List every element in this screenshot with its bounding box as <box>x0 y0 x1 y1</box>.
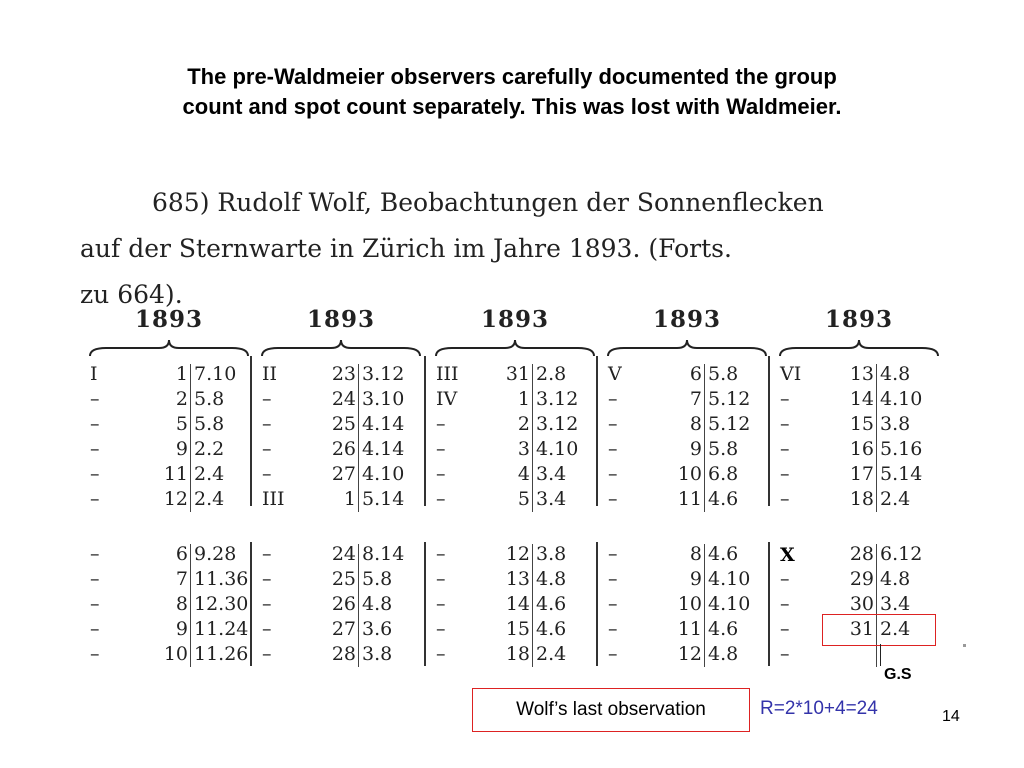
day-cell: 18 <box>849 488 874 510</box>
table-row <box>86 592 252 617</box>
month-cell: – <box>262 643 272 665</box>
value-cell: 3.12 <box>536 388 579 410</box>
value-cell: 5.14 <box>880 463 923 485</box>
value-cell: 3.4 <box>536 488 567 510</box>
value-cell: 4.14 <box>362 413 405 435</box>
day-cell: 28 <box>331 643 356 665</box>
day-cell: 2 <box>517 413 530 435</box>
scanned-caption <box>80 180 950 318</box>
column-separator <box>768 542 770 666</box>
table-row <box>432 487 598 512</box>
column-divider <box>358 364 359 512</box>
value-cell: 4.10 <box>708 593 751 615</box>
value-cell: 2.2 <box>194 438 225 460</box>
value-cell: 4.6 <box>536 618 567 640</box>
month-cell: – <box>262 438 272 460</box>
table-row <box>604 592 770 617</box>
value-cell: 3.4 <box>536 463 567 485</box>
day-cell: 1 <box>175 363 188 385</box>
month-cell: – <box>436 593 446 615</box>
column-divider <box>704 544 705 667</box>
day-cell: 18 <box>505 643 530 665</box>
x-mark: X <box>780 544 795 566</box>
day-cell: 1 <box>517 388 530 410</box>
value-cell: 2.4 <box>536 643 567 665</box>
table-row <box>258 437 424 462</box>
table-row <box>432 362 598 387</box>
value-cell: 6.12 <box>880 543 923 565</box>
day-cell: 9 <box>175 438 188 460</box>
table-row <box>604 412 770 437</box>
brace-icon <box>604 336 770 360</box>
month-cell: – <box>262 568 272 590</box>
month-cell: – <box>608 413 618 435</box>
month-cell: – <box>780 568 790 590</box>
page-number: 14 <box>942 708 960 725</box>
value-cell: 3.12 <box>362 363 405 385</box>
day-cell: 30 <box>849 593 874 615</box>
column-divider <box>876 544 877 667</box>
table-row <box>432 592 598 617</box>
table-row <box>432 437 598 462</box>
table-row <box>258 412 424 437</box>
brace-icon <box>432 336 598 360</box>
day-cell: 6 <box>175 543 188 565</box>
day-cell: 27 <box>331 618 356 640</box>
brace-icon <box>86 336 252 360</box>
month-cell: – <box>90 438 100 460</box>
value-cell: 4.10 <box>880 388 923 410</box>
month-cell: – <box>90 413 100 435</box>
table-row <box>432 617 598 642</box>
table-row <box>258 617 424 642</box>
day-cell: 16 <box>849 438 874 460</box>
month-cell: – <box>608 593 618 615</box>
day-cell: 7 <box>689 388 702 410</box>
table-row <box>432 387 598 412</box>
table-row <box>604 487 770 512</box>
column-year: 1893 <box>652 306 721 333</box>
day-cell: 2 <box>175 388 188 410</box>
table-row <box>258 567 424 592</box>
day-cell: 11 <box>677 488 702 510</box>
value-cell: 5.14 <box>362 488 405 510</box>
month-cell: – <box>90 643 100 665</box>
value-cell: 3.8 <box>362 643 393 665</box>
value-cell: 5.16 <box>880 438 923 460</box>
value-cell: 4.6 <box>708 543 739 565</box>
table-row <box>604 462 770 487</box>
day-cell: 25 <box>331 413 356 435</box>
table-row <box>604 387 770 412</box>
value-cell: 4.8 <box>708 643 739 665</box>
column-divider <box>358 544 359 667</box>
value-cell: 3.12 <box>536 413 579 435</box>
month-cell: – <box>436 438 446 460</box>
day-cell: 10 <box>677 593 702 615</box>
value-cell: 4.6 <box>536 593 567 615</box>
month-cell: – <box>608 463 618 485</box>
column-divider <box>704 364 705 512</box>
value-cell: 2.4 <box>880 488 911 510</box>
month-cell: VI <box>780 363 802 385</box>
table-row <box>776 567 942 592</box>
column-separator <box>424 542 426 666</box>
gs-pointer-line <box>880 644 881 666</box>
value-cell: 4.10 <box>708 568 751 590</box>
day-cell: 13 <box>849 363 874 385</box>
table-row <box>432 542 598 567</box>
value-cell: 6.8 <box>708 463 739 485</box>
stray-dot <box>963 644 966 647</box>
day-cell: 12 <box>163 488 188 510</box>
month-cell: – <box>90 593 100 615</box>
table-row <box>258 387 424 412</box>
value-cell: 5.12 <box>708 413 751 435</box>
brace-icon <box>258 336 424 360</box>
table-row <box>604 362 770 387</box>
month-cell: – <box>436 643 446 665</box>
title-line-2: count and spot count separately. This was lost with Waldmeier. <box>182 94 842 119</box>
column-year: 1893 <box>824 306 893 333</box>
day-cell: 9 <box>175 618 188 640</box>
value-cell: 7.10 <box>194 363 237 385</box>
month-cell: – <box>780 593 790 615</box>
table-row <box>432 567 598 592</box>
table-row <box>258 542 424 567</box>
table-row <box>776 462 942 487</box>
day-cell: 14 <box>849 388 874 410</box>
day-cell: 8 <box>689 543 702 565</box>
value-cell: 4.10 <box>536 438 579 460</box>
column-separator <box>596 356 598 506</box>
table-row <box>604 567 770 592</box>
value-cell: 11.26 <box>194 643 249 665</box>
table-row <box>86 567 252 592</box>
table-row <box>604 642 770 667</box>
column-divider <box>190 544 191 667</box>
day-cell: 17 <box>849 463 874 485</box>
value-cell: 8.14 <box>362 543 405 565</box>
month-cell: – <box>608 388 618 410</box>
table-row <box>258 462 424 487</box>
month-cell: – <box>436 568 446 590</box>
value-cell: 2.4 <box>880 618 911 640</box>
month-cell: – <box>90 388 100 410</box>
column-separator <box>250 356 252 506</box>
day-cell: 31 <box>849 618 874 640</box>
table-row <box>258 362 424 387</box>
column-separator <box>596 542 598 666</box>
brace-icon <box>776 336 942 360</box>
gs-label: G.S <box>884 666 912 683</box>
month-cell: – <box>262 593 272 615</box>
month-cell: – <box>436 413 446 435</box>
day-cell: 26 <box>331 438 356 460</box>
value-cell: 4.6 <box>708 488 739 510</box>
column-separator <box>250 542 252 666</box>
column-divider <box>532 544 533 667</box>
month-cell: – <box>90 463 100 485</box>
value-cell: 12.30 <box>194 593 249 615</box>
column-divider <box>876 364 877 512</box>
month-cell: – <box>780 438 790 460</box>
slide-title <box>40 62 984 122</box>
table-column-2 <box>258 306 424 666</box>
value-cell: 3.8 <box>880 413 911 435</box>
table-row <box>258 642 424 667</box>
value-cell: 5.8 <box>194 413 225 435</box>
table-row <box>258 592 424 617</box>
column-divider <box>532 364 533 512</box>
value-cell: 5.8 <box>708 363 739 385</box>
table-row <box>776 487 942 512</box>
day-cell: 15 <box>849 413 874 435</box>
month-cell: – <box>436 463 446 485</box>
value-cell: 5.12 <box>708 388 751 410</box>
day-cell: 31 <box>505 363 530 385</box>
table-row <box>86 642 252 667</box>
day-cell: 9 <box>689 568 702 590</box>
value-cell: 4.14 <box>362 438 405 460</box>
month-cell: – <box>780 618 790 640</box>
day-cell: 1 <box>343 488 356 510</box>
table-row <box>604 617 770 642</box>
value-cell: 2.8 <box>536 363 567 385</box>
column-year: 1893 <box>306 306 375 333</box>
value-cell: 4.10 <box>362 463 405 485</box>
day-cell: 11 <box>677 618 702 640</box>
value-cell: 4.8 <box>362 593 393 615</box>
table-row <box>604 437 770 462</box>
month-cell: I <box>90 363 98 385</box>
month-cell: III <box>262 488 285 510</box>
table-row <box>86 362 252 387</box>
value-cell: 4.8 <box>880 363 911 385</box>
table-row <box>86 617 252 642</box>
table-row <box>776 362 942 387</box>
month-cell: – <box>608 488 618 510</box>
month-cell: – <box>608 568 618 590</box>
day-cell: 15 <box>505 618 530 640</box>
caption-line-1: 685) Rudolf Wolf, Beobachtungen der Sonnenflecken <box>152 188 824 217</box>
day-cell: 23 <box>331 363 356 385</box>
value-cell: 4.8 <box>880 568 911 590</box>
day-cell: 13 <box>505 568 530 590</box>
month-cell: – <box>608 643 618 665</box>
table-column-4 <box>604 306 770 666</box>
month-cell: II <box>262 363 278 385</box>
value-cell: 2.4 <box>194 488 225 510</box>
day-cell: 25 <box>331 568 356 590</box>
value-cell: 5.8 <box>362 568 393 590</box>
day-cell: 3 <box>517 438 530 460</box>
table-row <box>86 542 252 567</box>
month-cell: – <box>436 618 446 640</box>
value-cell: 3.8 <box>536 543 567 565</box>
value-cell: 3.10 <box>362 388 405 410</box>
value-cell: 3.6 <box>362 618 393 640</box>
table-row <box>776 542 942 567</box>
month-cell: – <box>780 488 790 510</box>
day-cell: 10 <box>677 463 702 485</box>
column-year: 1893 <box>134 306 203 333</box>
day-cell: 12 <box>505 543 530 565</box>
column-year: 1893 <box>480 306 549 333</box>
month-cell: – <box>780 413 790 435</box>
day-cell: 14 <box>505 593 530 615</box>
day-cell: 24 <box>331 543 356 565</box>
table-row <box>776 412 942 437</box>
month-cell: – <box>262 543 272 565</box>
table-row <box>86 387 252 412</box>
day-cell: 10 <box>163 643 188 665</box>
wolf-last-observation-label: Wolf’s last observation <box>472 688 750 732</box>
month-cell: – <box>780 463 790 485</box>
month-cell: – <box>262 618 272 640</box>
value-cell: 11.24 <box>194 618 249 640</box>
value-cell: 5.8 <box>194 388 225 410</box>
title-line-1: The pre-Waldmeier observers carefully documented the group <box>187 64 837 89</box>
day-cell: 5 <box>517 488 530 510</box>
table-row <box>604 542 770 567</box>
day-cell: 9 <box>689 438 702 460</box>
table-column-3 <box>432 306 598 666</box>
day-cell: 26 <box>331 593 356 615</box>
day-cell: 6 <box>689 363 702 385</box>
month-cell: – <box>608 618 618 640</box>
table-row <box>432 412 598 437</box>
value-cell: 5.8 <box>708 438 739 460</box>
month-cell: – <box>90 543 100 565</box>
month-cell: III <box>436 363 459 385</box>
table-column-1 <box>86 306 252 666</box>
table-row <box>86 462 252 487</box>
observation-table <box>86 306 946 666</box>
month-cell: – <box>262 388 272 410</box>
table-column-5 <box>776 306 942 666</box>
table-row <box>432 462 598 487</box>
day-cell: 7 <box>175 568 188 590</box>
last-observation-highlight <box>822 614 936 646</box>
value-cell: 4.6 <box>708 618 739 640</box>
caption-line-2: auf der Sternwarte in Zürich im Jahre 1893. (Forts. <box>80 234 732 263</box>
month-cell: – <box>90 488 100 510</box>
day-cell: 29 <box>849 568 874 590</box>
month-cell: – <box>608 543 618 565</box>
month-cell: V <box>608 363 622 385</box>
value-cell: 4.8 <box>536 568 567 590</box>
month-cell: – <box>90 618 100 640</box>
day-cell: 8 <box>175 593 188 615</box>
table-row <box>776 387 942 412</box>
column-divider <box>190 364 191 512</box>
month-cell: – <box>780 388 790 410</box>
table-row <box>776 437 942 462</box>
month-cell: – <box>780 643 790 665</box>
day-cell: 8 <box>689 413 702 435</box>
day-cell: 24 <box>331 388 356 410</box>
day-cell: 11 <box>163 463 188 485</box>
value-cell: 2.4 <box>194 463 225 485</box>
day-cell: 12 <box>677 643 702 665</box>
table-row <box>86 412 252 437</box>
value-cell: 11.36 <box>194 568 249 590</box>
month-cell: – <box>90 568 100 590</box>
day-cell: 27 <box>331 463 356 485</box>
value-cell: 3.4 <box>880 593 911 615</box>
formula: R=2*10+4=24 <box>760 698 878 719</box>
day-cell: 5 <box>175 413 188 435</box>
month-cell: IV <box>436 388 458 410</box>
table-row <box>86 437 252 462</box>
caption-line-3: zu 664). <box>80 280 183 309</box>
month-cell: – <box>608 438 618 460</box>
value-cell: 9.28 <box>194 543 237 565</box>
day-cell: 4 <box>517 463 530 485</box>
column-separator <box>768 356 770 506</box>
month-cell: – <box>262 413 272 435</box>
month-cell: – <box>436 543 446 565</box>
table-row <box>86 487 252 512</box>
month-cell: – <box>262 463 272 485</box>
column-separator <box>424 356 426 506</box>
table-row <box>258 487 424 512</box>
table-row <box>432 642 598 667</box>
month-cell: – <box>436 488 446 510</box>
day-cell: 28 <box>849 543 874 565</box>
